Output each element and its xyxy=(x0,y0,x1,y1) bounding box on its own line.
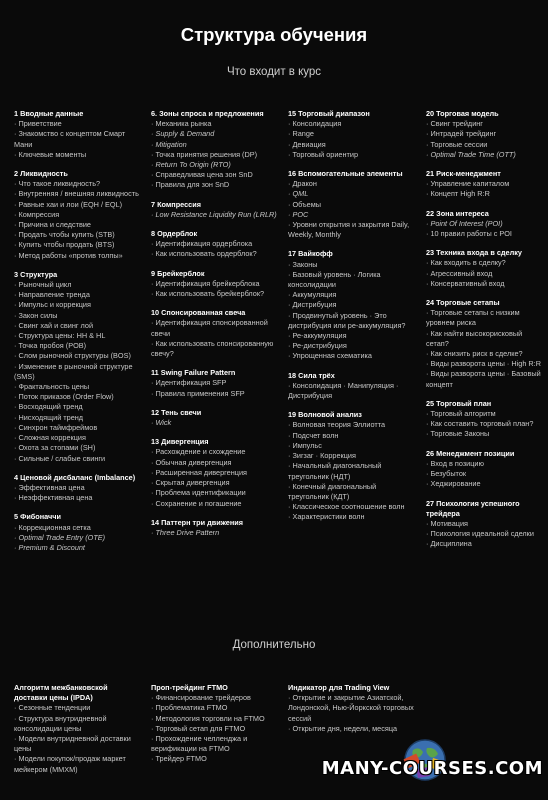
section-item: · Открытие и закрытие Азиатской, Лондонской, Нью-Йоркской торговых сессий xyxy=(288,693,416,723)
section-title: 25 Торговый план xyxy=(426,398,492,408)
section-title: 8 Ордерблок xyxy=(151,229,198,239)
section-item: · Восходящий тренд xyxy=(14,402,83,412)
course-section xyxy=(426,109,546,160)
section-item: · Безубыток xyxy=(426,469,467,479)
section-item: · Точка принятия решения (DP) xyxy=(151,149,258,159)
extra-column-1 xyxy=(14,683,141,784)
section-item: · Прохождение челленджа и верификации на FTMO xyxy=(151,734,250,754)
section-item: · Модели внутридневной доставки цены xyxy=(14,734,133,754)
section-item: · Финансирование трейдеров xyxy=(151,693,251,703)
section-item: · Базовый уровень · Логика консолидации xyxy=(288,269,383,290)
section-item: · Коррекционная сетка xyxy=(14,522,91,532)
course-section xyxy=(151,408,279,428)
section-item: · Обычная дивергенция xyxy=(151,457,232,467)
section-item: · Волновая теория Эллиотта xyxy=(288,420,386,430)
course-column-3 xyxy=(288,109,416,532)
section-item: · Слом рыночной структуры (BOS) xyxy=(14,351,131,361)
section-item: · Как использовать брейкерблок? xyxy=(151,289,265,299)
section-item: · Продвинутый уровень · Это дистрибуция или ре-аккумуляция? xyxy=(288,310,406,330)
section-item: · Уровни открытия и закрытия Daily, Weekly, Monthly xyxy=(288,220,412,240)
course-section xyxy=(151,269,279,300)
section-item: · Причина и следствие xyxy=(14,220,91,230)
section-item: · Консолидация · Манипуляция · Дистрибуция xyxy=(288,380,401,401)
section-item: · POC xyxy=(288,209,309,219)
section-item: · Правила применения SFP xyxy=(151,388,245,398)
section-item: · Характеристики волн xyxy=(288,512,365,522)
section-item: · Импульс и коррекция xyxy=(14,300,91,310)
extra-column-3 xyxy=(288,683,416,743)
course-section xyxy=(288,169,416,240)
section-item: · Скрытая дивергенция xyxy=(151,478,230,488)
section-item: · Правила для зон SnD xyxy=(151,180,230,190)
section-item: · Модели покупок/продаж маркет мейкером (MMXM) xyxy=(14,754,128,774)
section-item: · Структура внутридневной консолидации цены xyxy=(14,713,109,733)
section-item: · Механика рынка xyxy=(151,119,212,129)
section-item: · QML xyxy=(288,189,309,199)
section-title: 27 Психология успешного трейдера xyxy=(426,498,520,518)
course-section xyxy=(151,518,279,538)
section-item: · Торговые сессии xyxy=(426,139,488,149)
section-item: · Поток приказов (Order Flow) xyxy=(14,392,114,402)
section-item: · Сезонные тенденции xyxy=(14,703,91,713)
section-item: · Интрадей трейдинг xyxy=(426,129,497,139)
section-item: · Сложная коррекция xyxy=(14,433,86,443)
section-item: · Идентификация ордерблока xyxy=(151,239,253,249)
section-item: · Optimal Trade Time (OTT) xyxy=(426,149,516,159)
course-section xyxy=(426,449,546,490)
section-item: · Дракон xyxy=(288,179,317,189)
section-item: · Консервативный вход xyxy=(426,278,505,288)
section-item: · Дисциплина xyxy=(426,539,472,549)
section-title: 5 Фибоначчи xyxy=(14,512,62,522)
course-section xyxy=(151,308,279,359)
section-item: · Mitigation xyxy=(151,139,187,149)
section-item: · Мотивация xyxy=(426,518,468,528)
section-item: · Что такое ликвидность? xyxy=(14,179,101,189)
course-section xyxy=(426,169,546,200)
section-item: · Фрактальность цены xyxy=(14,382,90,392)
course-section xyxy=(288,249,416,361)
section-item: · Конечный диагональный треугольник (КДТ) xyxy=(288,481,379,501)
section-title: 16 Вспомогательные элементы xyxy=(288,169,403,179)
section-item: · Методология торговли на FTMO xyxy=(151,713,265,723)
section-item: · Сильные / слабые свинги xyxy=(14,453,106,463)
section-title: 1 Вводные данные xyxy=(14,109,84,118)
course-section xyxy=(151,368,279,399)
section-item: · Классическое соотношение волн xyxy=(288,502,405,512)
section-title: 22 Зона интереса xyxy=(426,208,489,218)
section-item: · Return To Origin (RTO) xyxy=(151,160,231,170)
section-item: · Сохранение и погашение xyxy=(151,498,242,508)
course-section xyxy=(151,683,279,765)
section-title: 17 Вайкофф xyxy=(288,249,333,259)
section-item: · Законы xyxy=(288,259,318,269)
course-section xyxy=(426,298,546,390)
course-section xyxy=(426,499,546,550)
extra-section-title: Дополнительно xyxy=(232,639,316,651)
section-title: 26 Менеджмент позиции xyxy=(426,448,515,458)
course-section xyxy=(288,371,416,402)
course-section xyxy=(426,248,546,289)
section-title: 12 Тень свечи xyxy=(151,407,202,417)
section-item: · Справедливая цена зон SnD xyxy=(151,170,253,180)
section-item: · Three Drive Pattern xyxy=(151,527,220,537)
section-title: Индикатор для Trading View xyxy=(288,683,390,692)
section-item: · Как использовать спонсированную свечу? xyxy=(151,338,276,359)
section-item: · Торговые сетапы с низким уровнем риска xyxy=(426,308,522,328)
course-column-1 xyxy=(14,109,141,562)
section-item: · Как использовать ордерблок? xyxy=(151,249,257,259)
course-section xyxy=(14,512,141,553)
section-item: · Premium & Discount xyxy=(14,542,85,552)
section-item: · Wick xyxy=(151,418,172,428)
section-title: 19 Волновой анализ xyxy=(288,410,362,420)
section-item: · Психология идеальной сделки xyxy=(426,529,534,539)
section-item: · Консолидация xyxy=(288,119,342,129)
course-section xyxy=(151,200,279,220)
section-item: · Упрощенная схематика xyxy=(288,351,372,361)
section-item: · Объемы xyxy=(288,199,321,209)
section-item: · Торговый алгоритм xyxy=(426,409,496,419)
section-item: · Управление капиталом xyxy=(426,179,510,189)
section-item: · Продать чтобы купить (STB) xyxy=(14,230,115,240)
section-item: · Свинг трейдинг xyxy=(426,119,483,129)
watermark-text: MANY-COURSES.COM xyxy=(321,758,543,779)
section-item: · Хеджирование xyxy=(426,479,481,489)
course-section xyxy=(426,209,546,240)
section-item: · Приветствие xyxy=(14,119,62,129)
section-item: · Изменение в рыночной структуре (SMS) xyxy=(14,361,135,381)
section-title: 23 Техника входа в сделку xyxy=(426,248,522,258)
section-item: · Low Resistance Liquidity Run (LRLR) xyxy=(151,209,277,219)
course-section xyxy=(151,229,279,260)
section-item: · Торговые Законы xyxy=(426,429,490,439)
section-title: 14 Паттерн три движения xyxy=(151,517,243,527)
section-item: · Компрессия xyxy=(14,209,60,219)
course-column-2 xyxy=(151,109,279,547)
section-title: Проп-трейдинг FTMO xyxy=(151,683,228,692)
section-item: · Ре-аккумуляция xyxy=(288,331,347,341)
section-item: · Ре-дистрибуция xyxy=(288,341,347,351)
course-section xyxy=(14,473,141,504)
section-item: · Рыночный цикл xyxy=(14,280,72,290)
course-section xyxy=(14,270,141,464)
section-item: · Неэффективная цена xyxy=(14,493,93,503)
section-item: · Optimal Trade Entry (OTE) xyxy=(14,532,106,542)
section-item: · Проблематика FTMO xyxy=(151,703,228,713)
course-section xyxy=(288,410,416,522)
section-item: · Равные хаи и лои (EQH / EQL) xyxy=(14,199,123,209)
section-title: 6. Зоны спроса и предложения xyxy=(151,109,264,118)
section-title: 15 Торговый диапазон xyxy=(288,109,370,118)
section-item: · Зигзаг · Коррекция xyxy=(288,451,356,461)
section-item: · Импульс xyxy=(288,440,322,450)
course-section xyxy=(426,399,546,440)
section-title: 10 Спонсированная свеча xyxy=(151,308,246,318)
section-item: · Расхождение и схождение xyxy=(151,447,246,457)
section-title: 11 Swing Failure Pattern xyxy=(151,368,236,378)
section-item: · Виды разворота цены · High R:R xyxy=(426,359,541,369)
watermark xyxy=(318,752,543,796)
section-item: · Торговый ориентир xyxy=(288,149,359,159)
section-item: · Направление тренда xyxy=(14,290,90,300)
section-item: · Метод работы «против толпы» xyxy=(14,250,123,260)
section-title: 9 Брейкерблок xyxy=(151,268,205,278)
course-section xyxy=(288,109,416,160)
section-item: · Начальный диагональный треугольник (НДТ) xyxy=(288,461,384,481)
section-item: · Структура цены: HH & HL xyxy=(14,331,106,341)
section-item: · Аккумуляция xyxy=(288,290,337,300)
section-item: · Внутренняя / внешняя ликвидность xyxy=(14,189,139,199)
section-item: · Point Of Interest (POI) xyxy=(426,218,503,228)
course-section xyxy=(151,109,279,191)
section-item: · Подсчет волн xyxy=(288,430,339,440)
section-item: · Девиация xyxy=(288,139,326,149)
section-title: 18 Сила трёх xyxy=(288,370,335,380)
section-title: 13 Дивергенция xyxy=(151,437,209,447)
course-section xyxy=(14,683,141,775)
section-item: · 10 правил работы с POI xyxy=(426,229,512,239)
section-title: Алгоритм межбанковской доставки цены (IPDA) xyxy=(14,683,108,703)
section-item: · Охота за стопами (SH) xyxy=(14,443,96,453)
section-title: 3 Структура xyxy=(14,269,58,279)
section-title: 24 Торговые сетапы xyxy=(426,298,500,308)
section-item: · Купить чтобы продать (BTS) xyxy=(14,240,115,250)
section-item: · Свинг хай и свинг лой xyxy=(14,320,94,330)
section-item: · Как найти высокорисковый сетап? xyxy=(426,328,525,348)
section-item: · Вход в позицию xyxy=(426,458,484,468)
page-subtitle: Что входит в курс xyxy=(226,66,322,78)
section-item: · Торговый сетап для FTMO xyxy=(151,723,246,733)
course-section xyxy=(288,683,416,734)
section-item: · Идентификация спонсированной свечи xyxy=(151,318,270,338)
section-item: · Идентификация SFP xyxy=(151,378,227,388)
section-title: 7 Компрессия xyxy=(151,199,201,209)
section-item: · Агрессивный вход xyxy=(426,268,493,278)
course-section xyxy=(14,169,141,261)
section-item: · Открытие дня, недели, месяца xyxy=(288,723,398,733)
section-item: · Range xyxy=(288,129,314,139)
section-item: · Концепт High R:R xyxy=(426,189,490,199)
section-item: · Нисходящий тренд xyxy=(14,412,84,422)
section-item: · Трейдер FTMO xyxy=(151,754,207,764)
section-item: · Ключевые моменты xyxy=(14,149,87,159)
page-title: Структура обучения xyxy=(180,24,368,45)
section-title: 4 Ценовой дисбаланс (Imbalance) xyxy=(14,472,136,482)
section-title: 21 Риск-менеджмент xyxy=(426,169,501,179)
section-item: · Supply & Demand xyxy=(151,129,215,139)
section-item: · Как входить в сделку? xyxy=(426,258,506,268)
section-item: · Как составить торговый план? xyxy=(426,419,534,429)
course-column-4 xyxy=(426,109,546,559)
course-section xyxy=(14,109,141,160)
section-item: · Эффективная цена xyxy=(14,482,85,492)
course-section xyxy=(151,437,279,508)
section-item: · Расширенная дивергенция xyxy=(151,467,247,477)
section-item: · Идентификация брейкерблока xyxy=(151,278,260,288)
section-item: · Закон силы xyxy=(14,310,58,320)
section-item: · Виды разворота цены · Базовый концепт xyxy=(426,369,543,389)
extra-column-2 xyxy=(151,683,279,774)
section-title: 20 Торговая модель xyxy=(426,109,499,118)
section-title: 2 Ликвидность xyxy=(14,169,68,179)
section-item: · Как снизить риск в сделке? xyxy=(426,349,523,359)
section-item: · Дистрибуция xyxy=(288,300,337,310)
section-item: · Проблема идентификации xyxy=(151,488,246,498)
section-item: · Знакомство с концептом Смарт Мани xyxy=(14,129,128,149)
section-item: · Синхрон таймфреймов xyxy=(14,422,98,432)
section-item: · Точка пробоя (POB) xyxy=(14,341,87,351)
